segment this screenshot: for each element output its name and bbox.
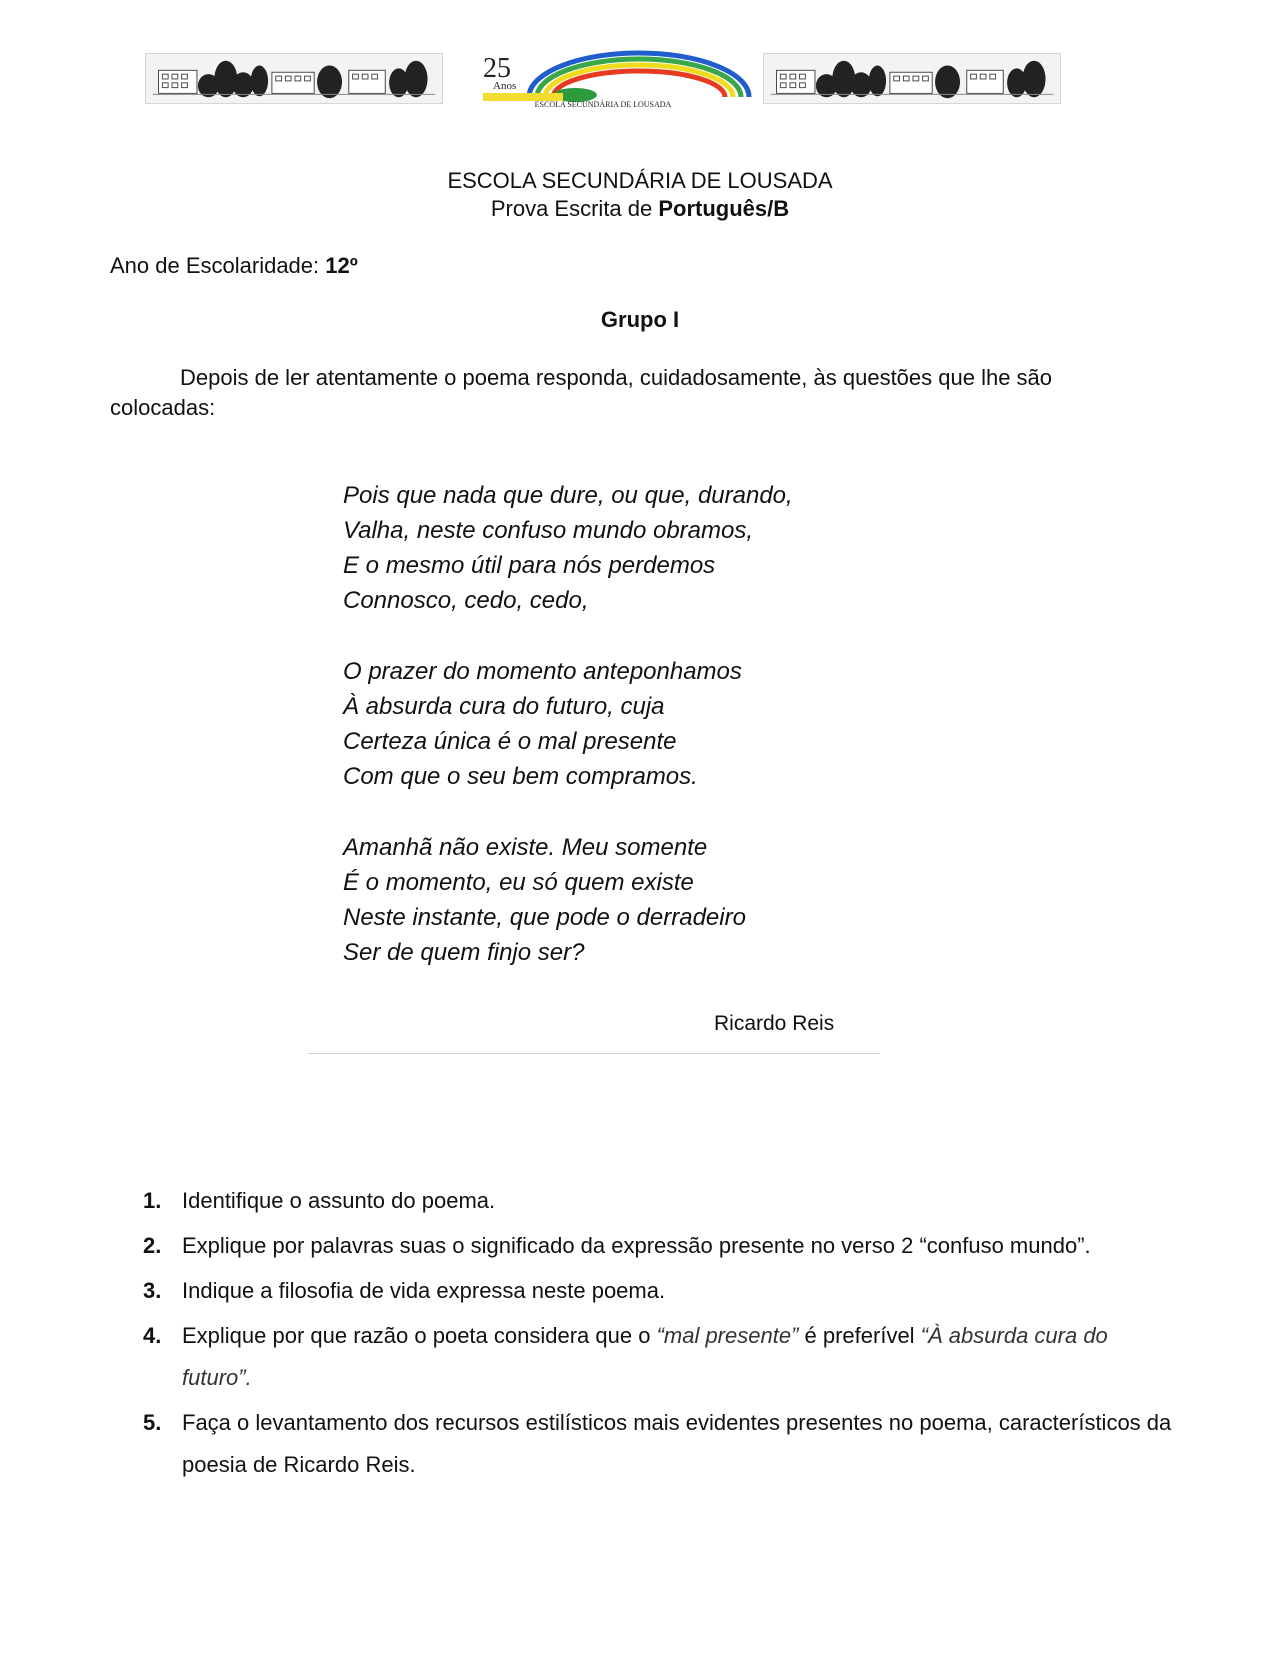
question-item <box>143 1402 1173 1486</box>
school-year <box>110 253 358 279</box>
question-number: 2. <box>143 1233 162 1258</box>
poem-verse: O prazer do momento anteponhamos <box>343 658 742 685</box>
poem-verse: É o momento, eu só quem existe <box>343 869 694 896</box>
poem-verse: Pois que nada que dure, ou que, durando, <box>343 482 793 509</box>
quoted-expression: “À absurda cura do futuro”. <box>182 1323 1108 1390</box>
school-building-image-left <box>145 53 443 104</box>
instructions: Depois de ler atentamente o poema responda, cuidadosamente, às questões que lhe são colocadas: <box>110 365 1053 420</box>
question-item <box>143 1180 1173 1222</box>
question-item <box>143 1270 1173 1312</box>
question-number: 5. <box>143 1410 162 1435</box>
poem-verse: Com que o seu bem compramos. <box>343 763 698 790</box>
question-text: Explique por palavras suas o significado da expressão presente no verso 2 “confuso mundo”. <box>182 1233 1091 1258</box>
question-text-part: é preferível <box>798 1323 921 1348</box>
poem-verse: Connosco, cedo, cedo, <box>343 587 589 614</box>
poem-verse: E o mesmo útil para nós perdemos <box>343 552 716 579</box>
poem <box>343 478 903 1006</box>
question-text-part: Explique por que razão o poeta considera que o <box>182 1323 657 1348</box>
poem-verse: À absurda cura do futuro, cuja <box>343 693 665 720</box>
anniversary-word: Anos <box>493 80 517 92</box>
question-number: 4. <box>143 1323 162 1348</box>
poem-verse: Ser de quem finjo ser? <box>343 939 585 966</box>
poem-verse: Neste instante, que pode o derradeiro <box>343 904 746 931</box>
school-name: ESCOLA SECUNDÁRIA DE LOUSADA <box>447 168 833 193</box>
question-text: Faça o levantamento dos recursos estilísticos mais evidentes presentes no poema, característicos da poesia de Ricardo Reis. <box>182 1410 1172 1477</box>
poem-stanza-2 <box>343 654 903 794</box>
school-banner <box>145 53 1063 108</box>
question-number: 1. <box>143 1188 162 1213</box>
poem-author: Ricardo Reis <box>714 1012 835 1035</box>
logo-caption: ESCOLA SECUNDÁRIA DE LOUSADA <box>534 100 672 109</box>
poem-verse: Valha, neste confuso mundo obramos, <box>343 517 754 544</box>
poem-verse: Amanhã não existe. Meu somente <box>343 834 708 861</box>
group-title: Grupo I <box>600 307 680 332</box>
exam-title-prefix: Prova Escrita de <box>490 196 659 221</box>
school-anniversary-logo <box>443 49 763 111</box>
school-year-value: 12º <box>325 253 358 278</box>
section-divider <box>308 1053 880 1054</box>
school-building-image-right <box>763 53 1061 104</box>
question-text <box>182 1315 1173 1399</box>
exam-subject: Português/B <box>658 196 790 221</box>
poem-stanza-1 <box>343 478 903 618</box>
exam-title <box>0 196 1280 222</box>
school-year-label: Ano de Escolaridade: <box>110 253 326 278</box>
question-text: Identifique o assunto do poema. <box>182 1188 496 1213</box>
quoted-expression: “mal presente” <box>656 1323 799 1348</box>
question-text: Indique a filosofia de vida expressa neste poema. <box>182 1278 666 1303</box>
anniversary-number: 25 <box>483 53 511 84</box>
poem-stanza-3 <box>343 830 903 970</box>
question-item <box>143 1225 1173 1267</box>
question-number: 3. <box>143 1278 162 1303</box>
poem-verse: Certeza única é o mal presente <box>343 728 677 755</box>
question-item <box>143 1315 1173 1399</box>
question-list <box>143 1180 1173 1489</box>
